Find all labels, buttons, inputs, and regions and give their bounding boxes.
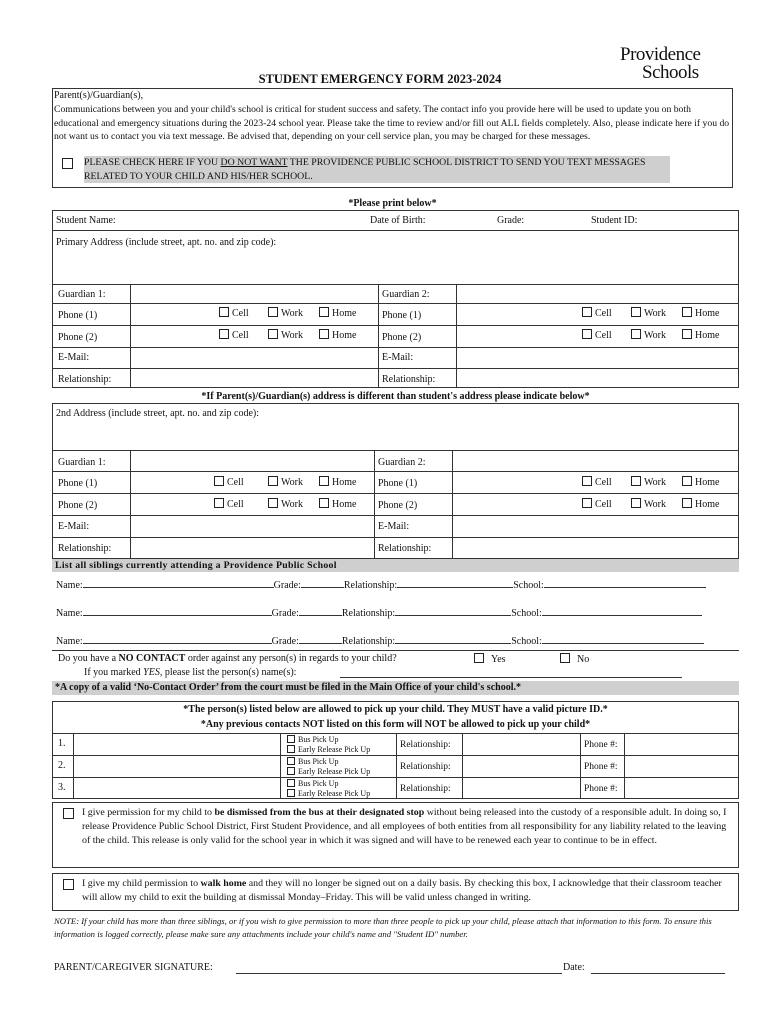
g2bp2-home-checkbox[interactable] bbox=[682, 498, 692, 508]
walk-emphasis: walk home bbox=[200, 878, 247, 889]
g2bp1-work-checkbox[interactable] bbox=[631, 476, 641, 486]
g2p2-cell bbox=[582, 329, 612, 342]
pickup-row-2-relationship-label: Relationship: bbox=[400, 762, 451, 772]
bus-emphasis: be dismissed from the bus at their designated stop bbox=[214, 807, 425, 818]
work-label: Work bbox=[644, 308, 666, 319]
early-label: Early Release Pick Up bbox=[298, 744, 371, 754]
g2bp2-home bbox=[682, 498, 719, 511]
work-label: Work bbox=[281, 330, 303, 341]
home-label: Home bbox=[695, 308, 720, 319]
no-contact-names bbox=[84, 667, 296, 679]
date-label: Date: bbox=[563, 962, 585, 973]
cell-label: Cell bbox=[595, 499, 612, 510]
primary-address-label: Primary Address (include street, apt. no. and zip code): bbox=[56, 237, 277, 248]
cell-label: Cell bbox=[227, 499, 244, 510]
home-label: Home bbox=[695, 477, 720, 488]
optout-emphasis: DO NOT WANT bbox=[220, 157, 288, 168]
g2b-relationship-label: Relationship: bbox=[378, 543, 432, 554]
work-label: Work bbox=[644, 330, 666, 341]
pickup-row-1-number: 1. bbox=[58, 738, 66, 749]
nc-q-emphasis: NO CONTACT bbox=[118, 653, 186, 664]
g2p1-cell-checkbox[interactable] bbox=[582, 307, 592, 317]
sibling-school-label: School: bbox=[513, 580, 544, 591]
nc-if-emphasis: YES, bbox=[143, 667, 163, 678]
cell-label: Cell bbox=[232, 308, 249, 319]
pickup-row-2-types bbox=[287, 757, 370, 777]
bus-label: Bus Pick Up bbox=[298, 735, 339, 744]
sibling-1-relationship-field[interactable] bbox=[397, 587, 513, 588]
bus-permission-text bbox=[82, 806, 732, 849]
sibling-1-row bbox=[56, 580, 736, 594]
g1bp2-cell-checkbox[interactable] bbox=[214, 498, 224, 508]
early-label: Early Release Pick Up bbox=[298, 788, 371, 798]
nc-q-pre: Do you have a bbox=[58, 653, 119, 664]
cell-label: Cell bbox=[595, 330, 612, 341]
cell-label: Cell bbox=[595, 477, 612, 488]
g1p1-work-checkbox[interactable] bbox=[268, 307, 278, 317]
second-address-note: *If Parent(s)/Guardian(s) address is different than student's address please indicate below* bbox=[201, 391, 590, 402]
pickup-row-2-number: 2. bbox=[58, 760, 66, 771]
nc-if-pre: If you marked bbox=[84, 667, 144, 678]
sibling-1-grade-field[interactable] bbox=[301, 587, 344, 588]
g1b-phone1-label: Phone (1) bbox=[58, 478, 98, 489]
pickup-row-2-phone-label: Phone #: bbox=[584, 762, 618, 772]
g1bp1-home bbox=[319, 476, 356, 489]
cell-label: Cell bbox=[232, 330, 249, 341]
sibling-3-name-field[interactable] bbox=[83, 643, 272, 644]
g1p1-home bbox=[319, 307, 356, 320]
sibling-3-school-field[interactable] bbox=[542, 643, 704, 644]
sibling-school-label: School: bbox=[511, 636, 542, 647]
g1bp1-cell bbox=[214, 476, 244, 489]
siblings-heading: List all siblings currently attending a Providence Public School bbox=[52, 559, 739, 572]
bus-label: Bus Pick Up bbox=[298, 757, 339, 766]
g2b-phone1-label: Phone (1) bbox=[378, 478, 418, 489]
row2-bus-checkbox[interactable] bbox=[287, 757, 295, 765]
g2bp2-cell-checkbox[interactable] bbox=[582, 498, 592, 508]
pickup-note-1: *The person(s) listed below are allowed to pick up your child. They MUST have a valid picture ID.* bbox=[183, 704, 608, 715]
nc-if-post: please list the person(s) name(s): bbox=[162, 667, 297, 678]
g2-phone2-label: Phone (2) bbox=[382, 332, 422, 343]
nc-q-post: order against any person(s) in regards to your child? bbox=[185, 653, 397, 664]
text-optout-checkbox[interactable] bbox=[62, 158, 73, 169]
pickup-row-1-relationship-label: Relationship: bbox=[400, 740, 451, 750]
text-optout-label bbox=[84, 156, 670, 183]
row3-bus-checkbox[interactable] bbox=[287, 779, 295, 787]
g2p1-home bbox=[682, 307, 719, 320]
g1bp2-home bbox=[319, 498, 356, 511]
yes-label: Yes bbox=[491, 654, 506, 665]
sibling-school-label: School: bbox=[511, 608, 542, 619]
work-label: Work bbox=[281, 477, 303, 488]
sibling-grade-label: Grade: bbox=[271, 608, 299, 619]
g2bp1-cell-checkbox[interactable] bbox=[582, 476, 592, 486]
sibling-3-relationship-field[interactable] bbox=[395, 643, 511, 644]
sibling-relationship-label: Relationship: bbox=[341, 608, 396, 619]
signature-field[interactable] bbox=[236, 973, 562, 974]
page-title: STUDENT EMERGENCY FORM 2023-2024 bbox=[258, 72, 502, 86]
walk-pre: I give my child permission to bbox=[82, 878, 201, 889]
work-label: Work bbox=[644, 477, 666, 488]
pickup-row-3-phone-label: Phone #: bbox=[584, 784, 618, 794]
sibling-1-school-field[interactable] bbox=[544, 587, 706, 588]
walk-home-checkbox[interactable] bbox=[63, 879, 74, 890]
signature-label: PARENT/CAREGIVER SIGNATURE: bbox=[54, 962, 213, 973]
sibling-2-relationship-field[interactable] bbox=[395, 615, 511, 616]
g1bp2-work bbox=[268, 498, 303, 511]
no-contact-no-checkbox[interactable] bbox=[560, 653, 570, 663]
no-contact-question bbox=[58, 653, 397, 665]
grade-label: Grade: bbox=[497, 215, 525, 226]
optout-pre: PLEASE CHECK HERE IF YOU bbox=[84, 157, 221, 168]
student-name-label: Student Name: bbox=[56, 215, 116, 226]
sibling-name-label: Name: bbox=[56, 636, 83, 647]
bus-post: without being released into the custody of a responsible adult. In doing so, I release Providence Public School District, First Student Providence, and all employees of both entities from all responsibility for any liability related to the leaving of the child. This release is only valid for the school year in which it was signed and will have to be renewed each year to continue to be in effect. bbox=[82, 807, 727, 847]
g2p1-cell bbox=[582, 307, 612, 320]
sibling-2-name-field[interactable] bbox=[83, 615, 272, 616]
pickup-row-3-number: 3. bbox=[58, 782, 66, 793]
no-label: No bbox=[577, 654, 590, 665]
home-label: Home bbox=[332, 499, 357, 510]
sibling-2-row bbox=[56, 608, 736, 622]
guardian-1-label: Guardian 1: bbox=[58, 289, 106, 300]
sibling-name-label: Name: bbox=[56, 580, 83, 591]
g1p2-home bbox=[319, 329, 356, 342]
g2bp2-work bbox=[631, 498, 666, 511]
row3-early-checkbox[interactable] bbox=[287, 789, 295, 797]
g1-relationship-label: Relationship: bbox=[58, 374, 112, 385]
g2p2-home bbox=[682, 329, 719, 342]
g1p2-work-checkbox[interactable] bbox=[268, 329, 278, 339]
bus-pre: I give permission for my child to bbox=[82, 807, 215, 818]
home-label: Home bbox=[332, 308, 357, 319]
row2-early-checkbox[interactable] bbox=[287, 767, 295, 775]
district-logo bbox=[620, 46, 720, 82]
home-label: Home bbox=[332, 477, 357, 488]
pickup-row-1-phone-label: Phone #: bbox=[584, 740, 618, 750]
logo-line-1: Providence bbox=[620, 44, 701, 65]
no-contact-no bbox=[560, 653, 589, 666]
g1p1-work bbox=[268, 307, 303, 320]
g2p1-work bbox=[631, 307, 666, 320]
cell-label: Cell bbox=[227, 477, 244, 488]
g1p2-cell bbox=[219, 329, 249, 342]
g2p2-cell-checkbox[interactable] bbox=[582, 329, 592, 339]
g2bp1-cell bbox=[582, 476, 612, 489]
g1-phone1-label: Phone (1) bbox=[58, 310, 98, 321]
logo-line-2: Schools bbox=[642, 62, 699, 84]
g1bp2-cell bbox=[214, 498, 244, 511]
guardian-2-label: Guardian 2: bbox=[382, 289, 430, 300]
no-contact-court-note: *A copy of a valid ‘No-Contact Order’ from the court must be filed in the Main Office of your child's school.* bbox=[52, 681, 739, 695]
no-contact-yes-checkbox[interactable] bbox=[474, 653, 484, 663]
dob-label: Date of Birth: bbox=[370, 215, 426, 226]
g1b-label: Guardian 1: bbox=[58, 457, 106, 468]
g1bp1-work bbox=[268, 476, 303, 489]
g2bp2-cell bbox=[582, 498, 612, 511]
g2p1-home-checkbox[interactable] bbox=[682, 307, 692, 317]
walk-post: and they will no longer be signed out on a daily basis. By checking this box, I acknowledge that their classroom teacher will allow my child to exit the building at dismissal Monday–Friday. This will be valid unless changed in writing. bbox=[82, 878, 722, 903]
g1bp1-work-checkbox[interactable] bbox=[268, 476, 278, 486]
print-below-note: *Please print below* bbox=[348, 198, 437, 209]
pickup-row-1-types bbox=[287, 735, 370, 755]
g2bp1-home-checkbox[interactable] bbox=[682, 476, 692, 486]
no-contact-yes bbox=[474, 653, 506, 666]
g1bp2-home-checkbox[interactable] bbox=[319, 498, 329, 508]
bus-label: Bus Pick Up bbox=[298, 779, 339, 788]
home-label: Home bbox=[695, 330, 720, 341]
intro-salutation: Parent(s)/Guardian(s), bbox=[54, 90, 144, 101]
pickup-note-2: *Any previous contacts NOT listed on this form will NOT be allowed to pick up your child* bbox=[200, 719, 591, 730]
pickup-row-3-relationship-label: Relationship: bbox=[400, 784, 451, 794]
work-label: Work bbox=[281, 308, 303, 319]
g2p1-work-checkbox[interactable] bbox=[631, 307, 641, 317]
g2-phone1-label: Phone (1) bbox=[382, 310, 422, 321]
g1-email-label: E-Mail: bbox=[58, 352, 90, 363]
g1-phone2-label: Phone (2) bbox=[58, 332, 98, 343]
g1p2-cell-checkbox[interactable] bbox=[219, 329, 229, 339]
g1b-relationship-label: Relationship: bbox=[58, 543, 112, 554]
g1p1-types bbox=[219, 307, 249, 320]
g1p1-cell-checkbox[interactable] bbox=[219, 307, 229, 317]
g2b-label: Guardian 2: bbox=[378, 457, 426, 468]
g2p2-work bbox=[631, 329, 666, 342]
sibling-relationship-label: Relationship: bbox=[341, 636, 396, 647]
second-address-label: 2nd Address (include street, apt. no. and zip code): bbox=[56, 408, 259, 419]
walk-home-text bbox=[82, 877, 736, 905]
attachment-note: NOTE: If your child has more than three siblings, or if you wish to give permission to more than three people to pick up your child, please attach that information to this form. To ensure this information is logged correctly, please make sure any attachments include your child's name and "Student ID" number. bbox=[54, 916, 712, 939]
sibling-relationship-label: Relationship: bbox=[343, 580, 398, 591]
cell-label: Cell bbox=[595, 308, 612, 319]
work-label: Work bbox=[644, 499, 666, 510]
sibling-name-label: Name: bbox=[56, 608, 83, 619]
sibling-grade-label: Grade: bbox=[271, 636, 299, 647]
g1p2-work bbox=[268, 329, 303, 342]
g1bp1-home-checkbox[interactable] bbox=[319, 476, 329, 486]
g2p2-home-checkbox[interactable] bbox=[682, 329, 692, 339]
g1p1-home-checkbox[interactable] bbox=[319, 307, 329, 317]
g2-email-label: E-Mail: bbox=[382, 352, 414, 363]
g2bp2-work-checkbox[interactable] bbox=[631, 498, 641, 508]
bus-permission-checkbox[interactable] bbox=[63, 808, 74, 819]
g1b-email-label: E-Mail: bbox=[58, 521, 90, 532]
date-field[interactable] bbox=[591, 973, 725, 974]
g1bp2-work-checkbox[interactable] bbox=[268, 498, 278, 508]
no-contact-names-field[interactable] bbox=[340, 677, 682, 678]
sibling-3-row bbox=[56, 636, 736, 650]
sibling-2-school-field[interactable] bbox=[542, 615, 702, 616]
intro-body: Communications between you and your child's school is critical for student success and safety. The contact info you provide here will be used to update you on both educational and emergency situations during the 2023-24 school year. Please take the time to review and/or fill out ALL fields completely. Also, please indicate here if you do not want us to contact you via text message. Be advised that, depending on your cell service plan, you may be charged for these messages. bbox=[54, 104, 730, 142]
g1p2-home-checkbox[interactable] bbox=[319, 329, 329, 339]
sibling-grade-label: Grade: bbox=[273, 580, 301, 591]
home-label: Home bbox=[695, 499, 720, 510]
row1-early-checkbox[interactable] bbox=[287, 745, 295, 753]
g2b-phone2-label: Phone (2) bbox=[378, 500, 418, 511]
work-label: Work bbox=[281, 499, 303, 510]
g2bp1-home bbox=[682, 476, 719, 489]
g2-relationship-label: Relationship: bbox=[382, 374, 436, 385]
g2b-email-label: E-Mail: bbox=[378, 521, 410, 532]
student-id-label: Student ID: bbox=[591, 215, 638, 226]
g2p2-work-checkbox[interactable] bbox=[631, 329, 641, 339]
sibling-3-grade-field[interactable] bbox=[299, 643, 342, 644]
home-label: Home bbox=[332, 330, 357, 341]
g1b-phone2-label: Phone (2) bbox=[58, 500, 98, 511]
row1-bus-checkbox[interactable] bbox=[287, 735, 295, 743]
sibling-2-grade-field[interactable] bbox=[299, 615, 342, 616]
early-label: Early Release Pick Up bbox=[298, 766, 371, 776]
pickup-row-3-types bbox=[287, 779, 370, 799]
optout-post: THE PROVIDENCE PUBLIC SCHOOL DISTRICT TO SEND YOU TEXT MESSAGES RELATED TO YOUR CHILD AND HIS/HER SCHOOL. bbox=[84, 157, 646, 182]
g2bp1-work bbox=[631, 476, 666, 489]
sibling-1-name-field[interactable] bbox=[83, 587, 274, 588]
g1bp1-cell-checkbox[interactable] bbox=[214, 476, 224, 486]
